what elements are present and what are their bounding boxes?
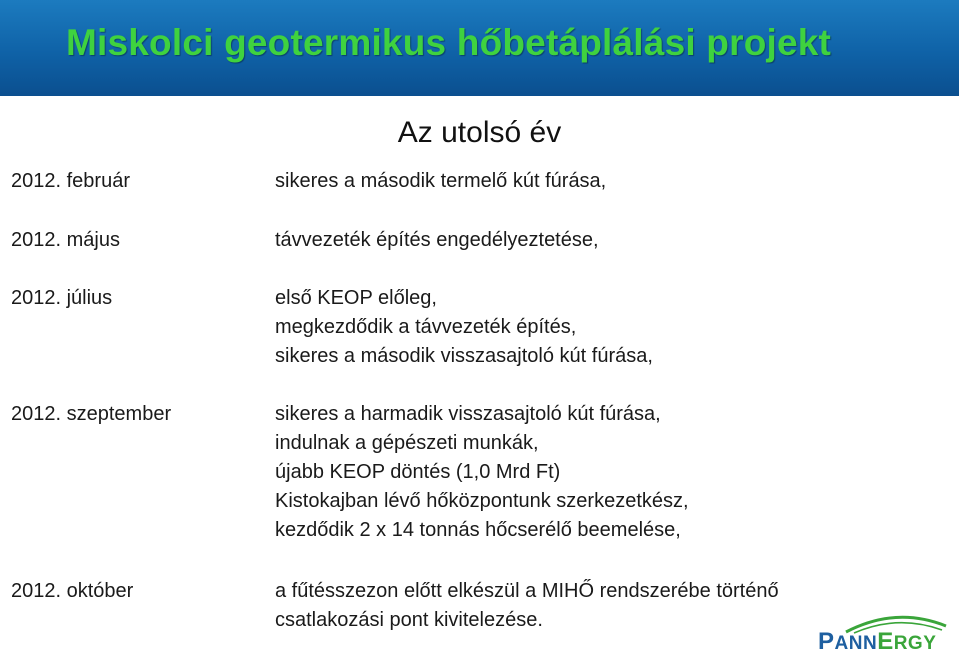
- description-line: távvezeték építés engedélyeztetése,: [275, 229, 599, 251]
- description-line: a fűtésszezon előtt elkészül a MIHŐ rendszerébe történő: [275, 580, 779, 602]
- logo-letters: ANN: [834, 633, 878, 654]
- logo-letter: P: [818, 628, 835, 655]
- timeline-description: [275, 284, 945, 371]
- logo-letter: E: [877, 628, 894, 655]
- timeline-date: 2012. május: [11, 229, 120, 251]
- description-line: indulnak a gépészeti munkák,: [275, 432, 539, 454]
- logo-letters: RGY: [893, 633, 937, 654]
- description-line: újabb KEOP döntés (1,0 Mrd Ft): [275, 461, 561, 483]
- description-line: első KEOP előleg,: [275, 287, 437, 309]
- description-line: sikeres a második visszasajtoló kút fúrása,: [275, 345, 653, 367]
- description-line: kezdődik 2 x 14 tonnás hőcserélő beemelése,: [275, 519, 681, 541]
- timeline-date: 2012. február: [11, 170, 130, 192]
- description-line: sikeres a harmadik visszasajtoló kút fúrása,: [275, 403, 661, 425]
- logo-wordmark: [818, 628, 936, 656]
- timeline-description: [275, 400, 945, 545]
- slide-title: Miskolci geotermikus hőbetáplálási projekt: [66, 22, 832, 63]
- description-line: csatlakozási pont kivitelezése.: [275, 609, 543, 631]
- title-banner: [0, 0, 959, 96]
- pannergy-logo: [818, 612, 948, 658]
- slide-subtitle: Az utolsó év: [397, 116, 562, 149]
- timeline-date: 2012. szeptember: [11, 403, 172, 425]
- timeline-description: [275, 226, 945, 255]
- timeline-description: [275, 167, 945, 196]
- timeline-date: 2012. július: [11, 287, 113, 309]
- description-line: Kistokajban lévő hőközpontunk szerkezetkész,: [275, 490, 689, 512]
- description-line: sikeres a második termelő kút fúrása,: [275, 170, 607, 192]
- timeline-date: 2012. október: [11, 580, 134, 602]
- description-line: megkezdődik a távvezeték építés,: [275, 316, 577, 338]
